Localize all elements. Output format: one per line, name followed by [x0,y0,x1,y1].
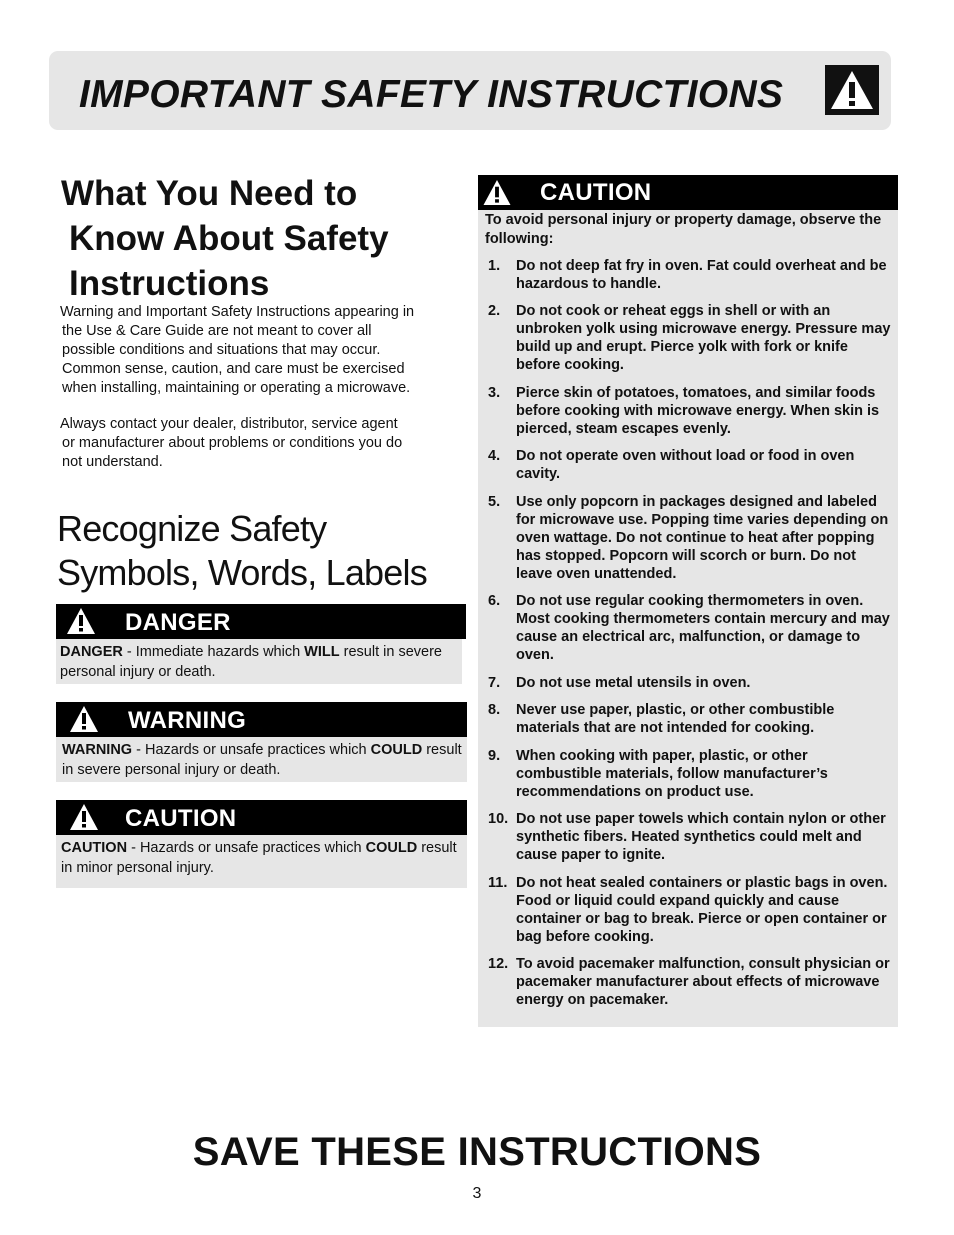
list-item [488,302,896,374]
caution-description [56,835,467,888]
list-item-text: Pierce skin of potatoes, tomatoes, and similar foods before cooking with microwave energy. When skin is pierced, steam escapes evenly. [516,385,880,437]
danger-emphasis: WILL [304,644,340,660]
list-item-text: Do not heat sealed containers or plastic bags in oven. Food or liquid could expand quickly and cause container or bag to break. Pierce or open container or bag before cooking. [516,875,888,945]
list-item [488,810,896,864]
warning-triangle-icon [69,705,99,738]
list-item-number: 2. [488,303,501,319]
paragraph-line: Common sense, caution, and care must be exercised [62,361,405,377]
warning-triangle-icon [482,179,512,211]
caution-text: - Hazards or unsafe practices which [127,840,366,856]
list-item-text: When cooking with paper, plastic, or other combustible materials, follow manufacturer’s recommendations on product use. [516,748,828,800]
page-number: 3 [472,1185,482,1202]
caution-emphasis: COULD [365,840,418,856]
list-item-text: Never use paper, plastic, or other combustible materials that are not intended for cooking. [516,702,835,736]
section-heading-symbols [57,507,427,595]
list-item-text: Do not use metal utensils in oven. [516,675,751,691]
caution-signal-word: CAUTION [540,179,652,206]
caution-label-bar [478,175,898,210]
list-item-number: 6. [488,593,501,609]
caution-term: CAUTION [61,840,128,856]
list-item [488,592,896,664]
list-item-number: 1. [488,258,501,274]
paragraph-line: possible conditions and situations that may occur. [62,342,381,358]
list-item [488,701,896,737]
list-item-number: 10. [488,811,509,827]
paragraph-line: Warning and Important Safety Instructions appearing in [60,304,415,320]
danger-text: - Immediate hazards which [122,644,305,660]
warning-label-bar [56,702,467,737]
caution-intro: To avoid personal injury or property damage, observe the following: [485,212,882,247]
warning-text: result in severe personal injury or death. [62,742,462,778]
list-item-number: 3. [488,385,501,401]
warning-emphasis: COULD [370,742,423,758]
list-item-number: 7. [488,675,501,691]
list-item-number: 5. [488,494,501,510]
paragraph-line: Always contact your dealer, distributor, service agent [60,416,398,432]
danger-term: DANGER [60,644,123,660]
caution-signal-word: CAUTION [125,805,237,832]
warning-term: WARNING [62,742,133,758]
paragraph-line: or manufacturer about problems or conditions you do [62,435,403,451]
list-item [488,674,896,692]
heading-line: What You Need to [61,174,358,213]
list-item [488,874,896,946]
danger-label-bar [56,604,466,639]
caution-text: result in minor personal injury. [61,840,457,876]
list-item-text: Do not cook or reheat eggs in shell or with an unbroken yolk using microwave energy. Pressure may build up and erupt. Pierce yolk with fork or knife before cooking. [516,303,891,373]
warning-triangle-icon [825,65,879,115]
list-item-number: 4. [488,448,501,464]
list-item [488,257,896,293]
list-item-text: Use only popcorn in packages designed and labeled for microwave use. Popping time varies depending on oven wattage. Do not continue to heat after popping has stopped. Popcorn will scorch or burn. Do not leave oven unattended. [516,494,889,582]
list-item-text: Do not use paper towels which contain nylon or other synthetic fibers. Heated synthetics could melt and cause paper to ignite. [516,811,886,863]
header-banner [49,51,891,130]
danger-description [56,639,462,684]
save-instructions-heading: SAVE THESE INSTRUCTIONS [192,1130,762,1174]
list-item-text: Do not deep fat fry in oven. Fat could overheat and be hazardous to handle. [516,258,887,292]
paragraph-line: the Use & Care Guide are not meant to cover all [62,323,372,339]
warning-text: - Hazards or unsafe practices which [132,742,371,758]
heading-line: Recognize Safety [57,508,327,549]
heading-line: Know About Safety [69,219,389,258]
caution-label-bar [56,800,467,835]
caution-instructions-panel [478,175,898,1027]
page-title: IMPORTANT SAFETY INSTRUCTIONS [79,73,784,116]
list-item-text: Do not use regular cooking thermometers in oven. Most cooking thermometers contain mercury and may cause an electrical arc, malfunction, or damage to oven. [516,593,890,663]
list-item-number: 11. [488,875,508,891]
paragraph-line: when installing, maintaining or operating a microwave. [62,380,411,396]
warning-triangle-icon [66,607,96,640]
warning-description [56,737,467,782]
list-item [488,747,896,801]
section-heading-safety [61,171,461,306]
intro-paragraph-2 [60,415,450,472]
list-item [488,447,896,483]
list-item-number: 8. [488,702,501,718]
danger-signal-word: DANGER [125,609,231,636]
danger-text: result in severe personal injury or death. [60,644,442,680]
list-item [488,384,896,438]
heading-line: Instructions [69,264,270,303]
list-item-text: To avoid pacemaker malfunction, consult physician or pacemaker manufacturer about effects of microwave energy on pacemaker. [516,956,890,1008]
warning-triangle-icon [69,803,99,836]
list-item [488,955,896,1009]
list-item-number: 9. [488,748,501,764]
warning-signal-word: WARNING [128,707,247,734]
intro-paragraph-1 [60,303,450,398]
list-item-text: Do not operate oven without load or food in oven cavity. [516,448,855,482]
paragraph-line: not understand. [62,454,163,470]
list-item [488,493,896,583]
heading-line: Symbols, Words, Labels [57,552,427,593]
list-item-number: 12. [488,956,509,972]
